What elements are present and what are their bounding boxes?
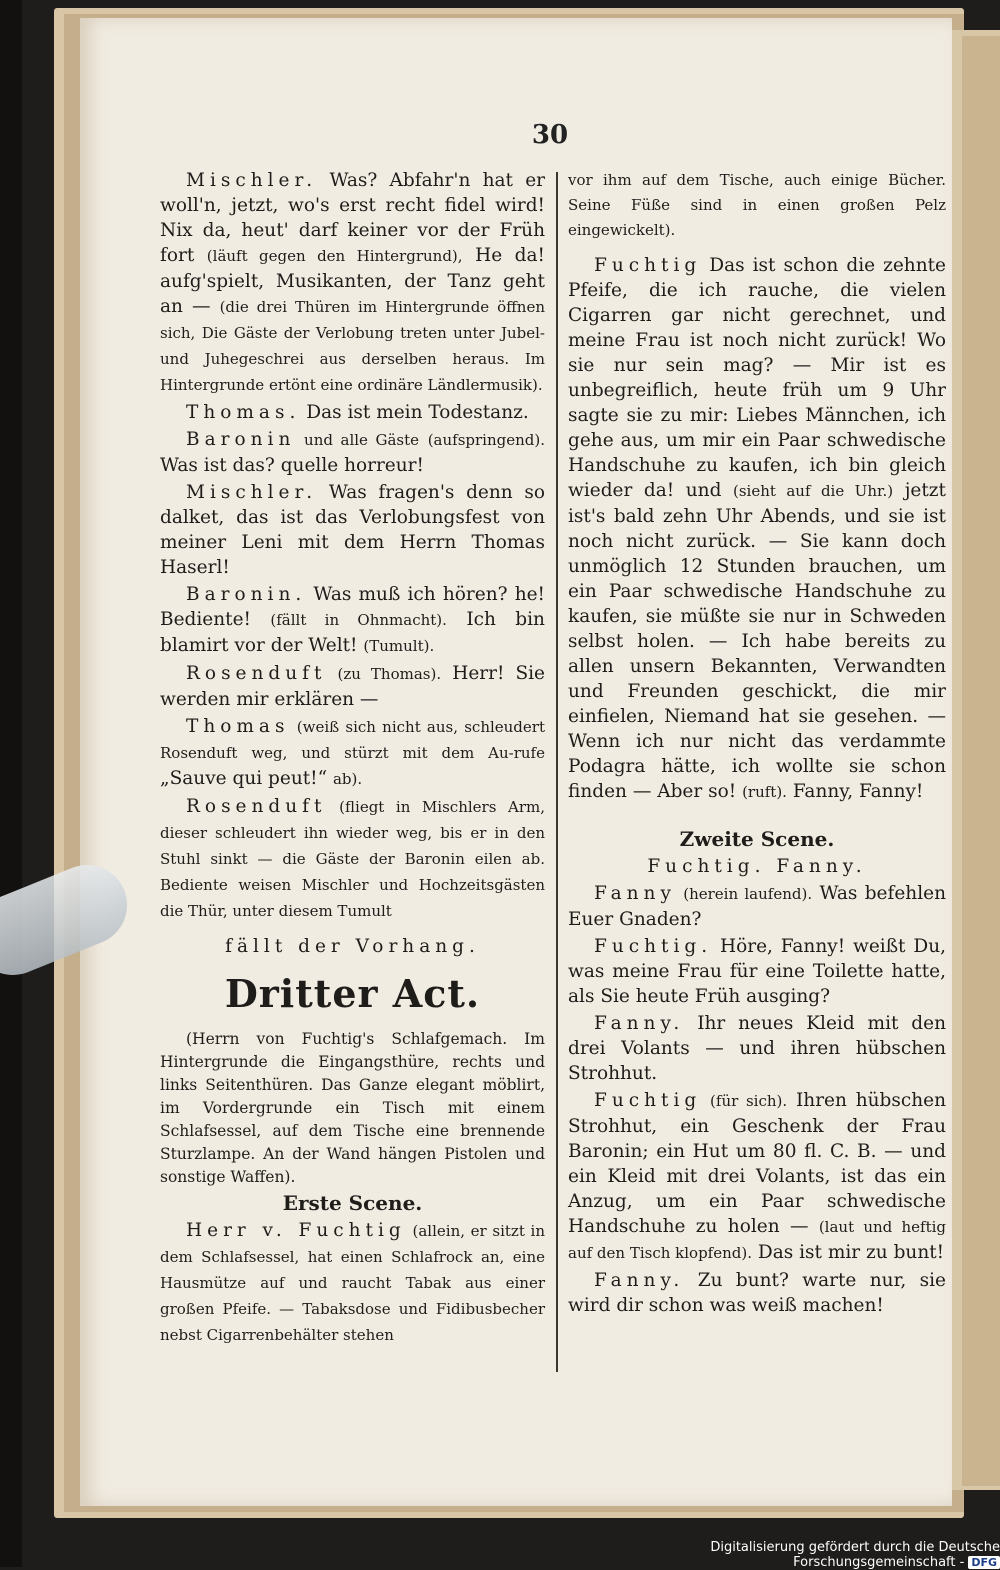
act-stage-direction: (Herrn von Fuchtig's Schlafgemach. Im Hintergrunde die Eingangsthüre, rechts und links Seitenthüren. Das Ganze elegant möblirt, im Vordergrunde ein Tisch mit einem Schlafsessel, auf dem Tische eine brennende Sturzlampe. An der Wand hängen Pistolen und sonstige Waffen). (160, 1030, 545, 1186)
speech: Mischler. Was fragen's denn so dalket, das ist das Verlobungsfest von meiner Leni mit dem Herrn Thomas Haserl! (160, 482, 545, 578)
column-divider (556, 172, 558, 1372)
stage-continuation: vor ihm auf dem Tische, auch einige Bücher. Seine Füße sind in einen großen Pelz eingewickelt). (568, 171, 946, 239)
digitization-footer (560, 1540, 1000, 1570)
speech: Mischler. Was? Abfahr'n hat er woll'n, jetzt, wo's erst recht fidel wird! Nix da, heut' darf keiner vor der Früh fort (läuft gegen den Hintergrund), He da! aufg'spielt, Musikanten, der Tanz geht an — (die drei Thüren im Hintergrunde öffnen sich, Die Gäste der Verlobung treten unter Jubel- und Juhegeschrei aus derselben heraus. Im Hintergrunde ertönt eine ordinäre Ländlermusik). (160, 170, 546, 394)
speech: Rosenduft (zu Thomas). Herr! Sie werden mir erklären — (160, 663, 545, 710)
speech: Thomas (weiß sich nicht aus, schleudert Rosenduft weg, und stürzt mit dem Au-rufe „Sauve qui peut!“ ab). (160, 716, 545, 789)
next-page-edge-inner (962, 36, 1000, 1486)
scene-title: Erste Scene. (282, 1191, 423, 1215)
curtain-line: fällt der Vorhang. (225, 936, 480, 957)
left-column (160, 168, 545, 1350)
speech: Fuchtig Das ist schon die zehnte Pfeife, die ich rauche, die vielen Cigarren gar nicht gerechnet, und meine Frau ist noch nicht zurück! Wo sie nur sein mag? — Mir ist es unbegreiflich, heute früh um 9 Uhr sagte sie zu mir: Liebes Männchen, ich gehe aus, um mir ein Paar schwedische Handschuhe zu kaufen, ich bin gleich wieder da! und (sieht auf die Uhr.) jetzt ist's bald zehn Uhr Abends, und sie ist noch nicht zurück. — Sie kann doch unmöglich 12 Stunden brauchen, um ein Paar schwedische Handschuhe zu kaufen, sie müßte sie nur in Schweden selbst holen. — Ich habe bereits zu allen unsern Bekannten, Verwandten und Freunden geschickt, die mir einfielen, Niemand hat sie gesehen. — Wenn ich nur nicht das verdammte Podagra hätte, ich wollte sie schon finden — Aber so! (ruft). Fanny, Fanny! (568, 255, 946, 802)
page-number: 30 (531, 120, 569, 150)
book-binding (0, 0, 22, 1567)
speech: Fuchtig. Höre, Fanny! weißt Du, was meine Frau für eine Toilette hatte, als Sie heute Früh ausging? (568, 936, 946, 1007)
speech: Fuchtig (für sich). Ihren hübschen Strohhut, ein Geschenk der Frau Baronin; ein Hut um 80 fl. C. B. — und ein Kleid mit drei Volants, ist das ein Anzug, um ein Paar schwedische Handschuhe zu holen — (laut und heftig auf den Tisch klopfend). Das ist mir zu bunt! (568, 1090, 947, 1263)
speech: Baronin und alle Gäste (aufspringend). Was ist das? quelle horreur! (160, 429, 545, 476)
scene-title: Zweite Scene. (679, 827, 835, 851)
speech: Fanny. Zu bunt? warte nur, sie wird dir schon was weiß machen! (568, 1270, 946, 1316)
footer-text: Digitalisierung gefördert durch die Deutsche Forschungsgemeinschaft - (710, 1540, 1000, 1570)
speech: Fanny. Ihr neues Kleid mit den drei Volants — und ihren hübschen Strohhut. (568, 1013, 946, 1084)
right-column (568, 168, 946, 1320)
scene-cast: Fuchtig. Fanny. (647, 856, 867, 877)
speech: Baronin. Was muß ich hören? he! Bediente! (fällt in Ohnmacht). Ich bin blamirt vor der Welt! (Tumult). (160, 584, 545, 656)
act-title: Dritter Act. (224, 971, 481, 1016)
speech: Rosenduft (fliegt in Mischlers Arm, dieser schleudert ihn wieder weg, bis er in den Stuhl sinkt — die Gäste der Baronin eilen ab. Bediente weisen Mischler und Hochzeitsgästen die Thür, unter diesem Tumult (160, 796, 545, 920)
speech: Thomas. Das ist mein Todestanz. (186, 402, 529, 423)
dfg-logo: DFG (968, 1556, 1000, 1569)
speech: Fanny (herein laufend). Was befehlen Euer Gnaden? (568, 883, 946, 930)
speech: Herr v. Fuchtig (allein, er sitzt in dem Schlafsessel, hat einen Schlafrock an, eine Hausmütze auf und raucht Tabak aus einer großen Pfeife. — Tabaksdose und Fidibusbecher nebst Cigarrenbehälter stehen (160, 1220, 545, 1344)
